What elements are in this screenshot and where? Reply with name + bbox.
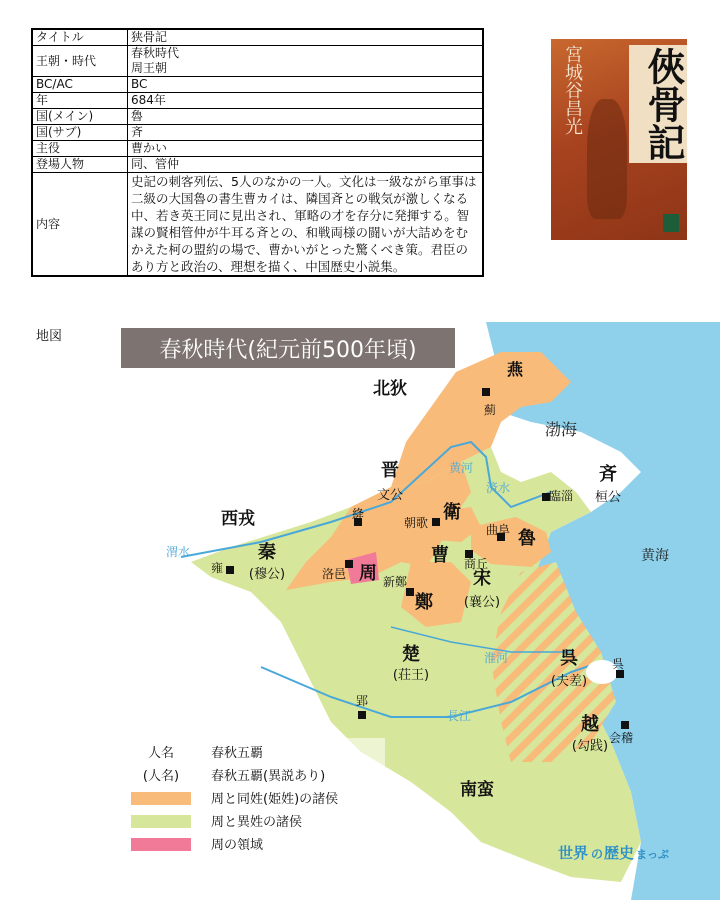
water-label: 済水 (485, 481, 511, 495)
ruler-label: (勾践) (571, 739, 609, 754)
legend-text: 周と異姓の諸侯 (211, 815, 303, 830)
publisher-logo-icon (663, 214, 679, 232)
state-label: 宋 (473, 568, 491, 589)
city-label: 絳 (351, 507, 365, 521)
info-row (32, 29, 483, 46)
info-row (32, 93, 483, 109)
city-marker (432, 518, 440, 526)
info-value: BC (128, 77, 484, 93)
state-label: 燕 (506, 360, 524, 379)
city-label: 商丘 (463, 557, 489, 571)
city-marker (358, 711, 366, 719)
state-label: 斉 (599, 464, 617, 485)
info-key: 主役 (32, 141, 128, 157)
state-label: 周 (359, 563, 377, 584)
cover-figure (587, 99, 627, 219)
watermark-no: の (591, 847, 604, 861)
region-label: 西戎 (221, 509, 255, 529)
info-row (32, 125, 483, 141)
city-label: 郢 (355, 694, 369, 708)
info-key: 王朝・時代 (32, 46, 128, 77)
legend-text: 春秋五覇 (211, 746, 264, 761)
legend-text: 周の領域 (211, 838, 264, 853)
city-label: 呉 (611, 657, 625, 671)
legend-text: 春秋五覇(異説あり) (211, 769, 326, 784)
info-value: 史記の刺客列伝、5人のなかの一人。文化は一級ながら軍事は二級の大国魯の書生曹カイは、隣国斉との戦気が激しくなる中、若き英王同に見出され、軍略の才を存分に発揮する。智謀の賢相管仲が牛耳る斉との、和戦両様の闘いが大詰めをむかえた柯の盟約の場で、曹かいがとった驚くべき策。君臣のあり方と政治の、理想を描く、中国歴史小説集。 (128, 173, 484, 277)
state-label: 魯 (518, 528, 536, 549)
info-row (32, 109, 483, 125)
water-label: 黄河 (448, 461, 474, 475)
water-label: 黄海 (641, 548, 669, 564)
info-row (32, 157, 483, 173)
info-row (32, 173, 483, 277)
region-label: 南蛮 (460, 780, 494, 800)
legend-swatch (131, 838, 191, 851)
info-value: 曹かい (128, 141, 484, 157)
city-marker (406, 588, 414, 596)
map-banner: 春秋時代(紀元前500年頃) (159, 338, 417, 363)
legend-swatch (131, 815, 191, 828)
info-value: 狭骨記 (128, 29, 484, 46)
city-marker (345, 560, 353, 568)
water-label: 淮河 (483, 651, 509, 665)
city-label: 薊 (483, 403, 497, 417)
cover-author: 宮城谷昌光 (562, 45, 583, 135)
watermark-rekishi: 歴史 (604, 844, 635, 862)
state-label: 曹 (431, 545, 449, 566)
ruler-label: 桓公 (594, 490, 622, 505)
city-marker (621, 721, 629, 729)
info-value: 同、管仲 (128, 157, 484, 173)
book-cover (551, 39, 687, 240)
city-label: 洛邑 (321, 567, 347, 581)
ruler-label: (荘王) (392, 668, 430, 683)
city-label: 曲阜 (485, 523, 511, 537)
info-key: 国(メイン) (32, 109, 128, 125)
city-label: 会稽 (608, 731, 634, 745)
city-label: 雍 (210, 561, 224, 575)
info-value: 斉 (128, 125, 484, 141)
state-label: 楚 (402, 644, 420, 665)
water-label: 渭水 (165, 545, 191, 559)
info-row (32, 77, 483, 93)
info-key: 内容 (32, 173, 128, 277)
info-value: 684年 (128, 93, 484, 109)
map-figure (31, 322, 720, 900)
state-label: 秦 (258, 542, 276, 563)
city-marker (482, 388, 490, 396)
info-value: 魯 (128, 109, 484, 125)
legend-sample: (人名) (142, 769, 180, 784)
legend-swatch (131, 792, 191, 805)
map-label: 地図 (36, 329, 63, 344)
city-label: 臨淄 (548, 489, 574, 503)
legend-text: 周と同姓(姫姓)の諸侯 (211, 792, 339, 807)
ruler-label: (穆公) (248, 567, 286, 582)
water-label: 渤海 (544, 420, 578, 439)
city-marker (616, 670, 624, 678)
state-label: 鄭 (415, 592, 433, 613)
watermark-sekai: 世界 (558, 844, 589, 862)
legend-sample: 人名 (147, 746, 175, 761)
state-label: 越 (581, 714, 599, 735)
info-table (31, 28, 484, 277)
info-key: BC/AC (32, 77, 128, 93)
watermark-mappu: まっぷ (636, 848, 669, 861)
info-key: 年 (32, 93, 128, 109)
state-label: 晋 (381, 460, 399, 481)
ruler-label: 文公 (376, 488, 404, 503)
city-label: 朝歌 (403, 516, 429, 530)
city-marker (226, 566, 234, 574)
ruler-label: (夫差) (550, 674, 588, 689)
cover-title: 俠骨記 (629, 45, 687, 163)
state-label: 呉 (560, 648, 578, 669)
info-row (32, 46, 483, 77)
water-label: 長江 (446, 709, 472, 723)
region-label: 北狄 (373, 379, 407, 399)
city-label: 新鄭 (382, 575, 408, 589)
info-value: 春秋時代 周王朝 (128, 46, 484, 77)
info-row (32, 141, 483, 157)
info-key: 登場人物 (32, 157, 128, 173)
ruler-label: (襄公) (463, 595, 501, 610)
info-key: タイトル (32, 29, 128, 46)
state-label: 衛 (443, 502, 461, 523)
info-key: 国(サブ) (32, 125, 128, 141)
